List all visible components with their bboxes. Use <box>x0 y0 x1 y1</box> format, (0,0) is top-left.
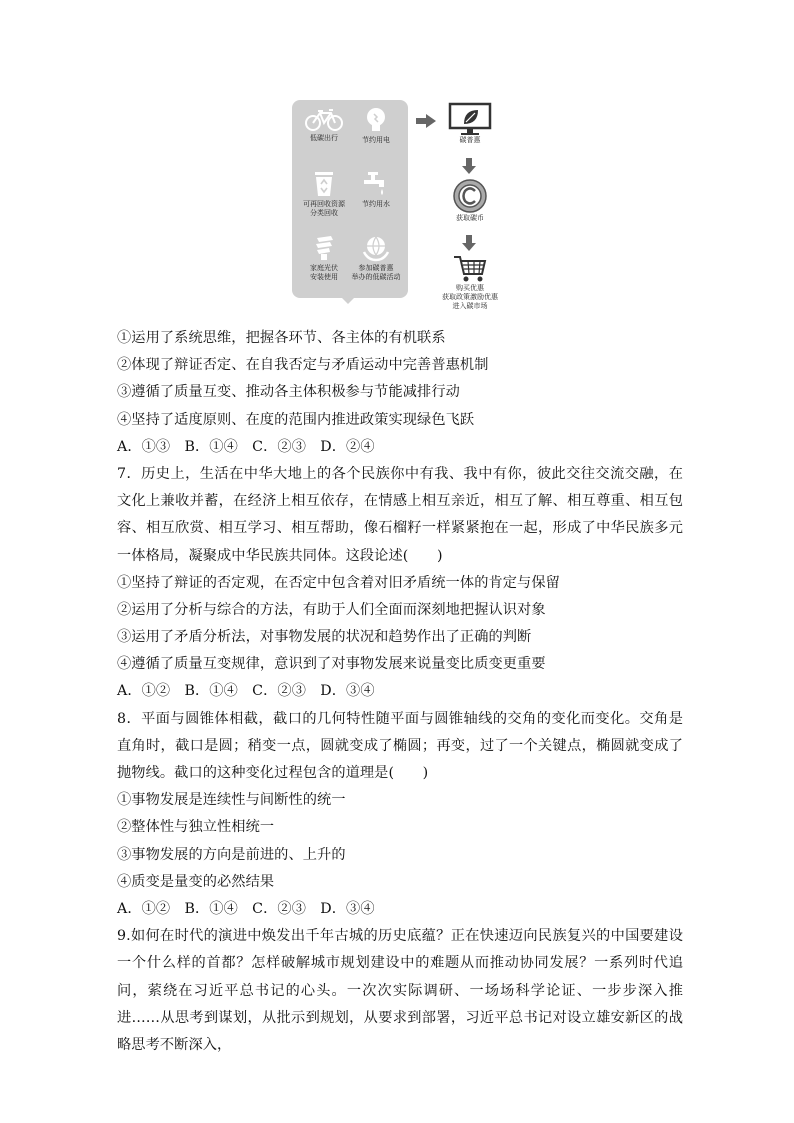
q6-option-3: ③遵循了质量互变、推动各主体积极参与节能减排行动 <box>117 384 460 401</box>
down-arrow-icon <box>462 158 476 174</box>
recycle-bin-icon <box>312 170 336 198</box>
panel-notch <box>340 296 356 304</box>
carbon-coin-icon <box>452 178 488 214</box>
q8-option-2: ②整体性与独立性相统一 <box>117 819 275 836</box>
q8-option-1: ①事物发展是连续性与间断性的统一 <box>117 792 346 809</box>
carbon-inclusive-figure <box>290 98 510 316</box>
q7-answer-choices: A．①② B．①④ C．②③ D．③④ <box>117 683 375 700</box>
panel-item-label: 可再回收资源 分类回收 <box>303 200 345 217</box>
panel-item-low-carbon-activities <box>347 234 405 282</box>
panel-item-home-solar <box>295 234 353 282</box>
q8-stem: 8．平面与圆锥体相截，截口的几何特性随平面与圆锥轴线的交角的变化而变化。交角是直角时，截口是圆；稍变一点，圆就变成了椭圆；再变，过了一个关键点，椭圆就变成了抛物线。截口的这种变化过程包含的道理是( ) <box>117 710 683 782</box>
flow-step-obtain-carbon-coins <box>430 178 510 223</box>
bicycle-icon <box>304 108 344 132</box>
q7-option-3: ③运用了矛盾分析法，对事物发展的状况和趋势作出了正确的判断 <box>117 629 532 646</box>
q6-option-2: ②体现了辩证否定、在自我否定与矛盾运动中完善普惠机制 <box>117 357 489 374</box>
panel-item-recycling <box>295 170 353 218</box>
q8-option-4: ④质变是量变的必然结果 <box>117 873 275 890</box>
faucet-icon <box>362 170 390 198</box>
flow-step-purchase-discount <box>430 254 510 311</box>
solar-lamp-icon <box>311 234 337 262</box>
panel-item-save-water <box>347 170 405 209</box>
flow-label: 购买优惠 获取政策激励优惠 进入碳市场 <box>442 284 498 310</box>
flow-label: 碳普惠 <box>459 136 481 144</box>
q7-option-2: ②运用了分析与综合的方法，有助于人们全面而深刻地把握认识对象 <box>117 601 546 618</box>
panel-item-label: 节约用电 <box>362 136 390 144</box>
q7-option-1: ①坚持了辩证的否定观，在否定中包含着对旧矛盾统一体的肯定与保留 <box>117 574 560 591</box>
question-content <box>117 325 683 1059</box>
panel-item-label: 节约用水 <box>362 200 390 208</box>
panel-item-label: 家庭光伏 安装使用 <box>310 264 338 281</box>
panel-item-label: 低碳出行 <box>310 134 338 142</box>
q8-option-3: ③事物发展的方向是前进的、上升的 <box>117 846 346 863</box>
down-arrow-icon <box>462 235 476 251</box>
q9-stem: 9.如何在时代的演进中焕发出千年古城的历史底蕴？正在快速迈向民族复兴的中国要建设一个什么样的首都？怎样破解城市规划建设中的难题从而推动协同发展？一系列时代追问，萦绕在习近平总书记的心头。一次次实际调研、一场场科学论证、一步步深入推进……从思考到谋划，从批示到规划，从要求到部署，习近平总书记对设立雄安新区的战略思考不断深入， <box>117 928 683 1054</box>
q6-option-1: ①运用了系统思维，把握各环节、各主体的有机联系 <box>117 330 446 346</box>
q6-option-4: ④坚持了适度原则、在度的范围内推进政策实现绿色飞跃 <box>117 411 475 428</box>
panel-item-low-carbon-travel <box>295 108 353 143</box>
monitor-leaf-icon <box>448 102 492 136</box>
panel-item-save-electricity <box>347 106 405 145</box>
flow-step-carbon-inclusive <box>430 102 510 145</box>
q7-stem: 7．历史上，生活在中华大地上的各个民族你中有我、我中有你，彼此交往交流交融，在文化上兼收并蓄，在经济上相互依存，在情感上相互亲近，相互了解、相互尊重、相互包容、相互欣赏、相互学习、相互帮助，像石榴籽一样紧紧抱在一起，形成了中华民族多元一体格局，凝聚成中华民族共同体。这段论述( ) <box>117 465 683 564</box>
panel-item-label: 参加碳普惠 举办的低碳活动 <box>351 264 401 281</box>
q7-option-4: ④遵循了质量互变规律，意识到了对事物发展来说量变比质变更重要 <box>117 656 546 673</box>
flow-label: 获取碳币 <box>456 214 484 222</box>
q6-answer-choices: A．①③ B．①④ C．②③ D．②④ <box>117 438 375 455</box>
lightbulb-icon <box>363 106 389 134</box>
q8-answer-choices: A．①② B．①④ C．②③ D．③④ <box>117 901 375 918</box>
globe-hands-icon <box>362 234 390 262</box>
shopping-cart-icon <box>452 254 488 284</box>
